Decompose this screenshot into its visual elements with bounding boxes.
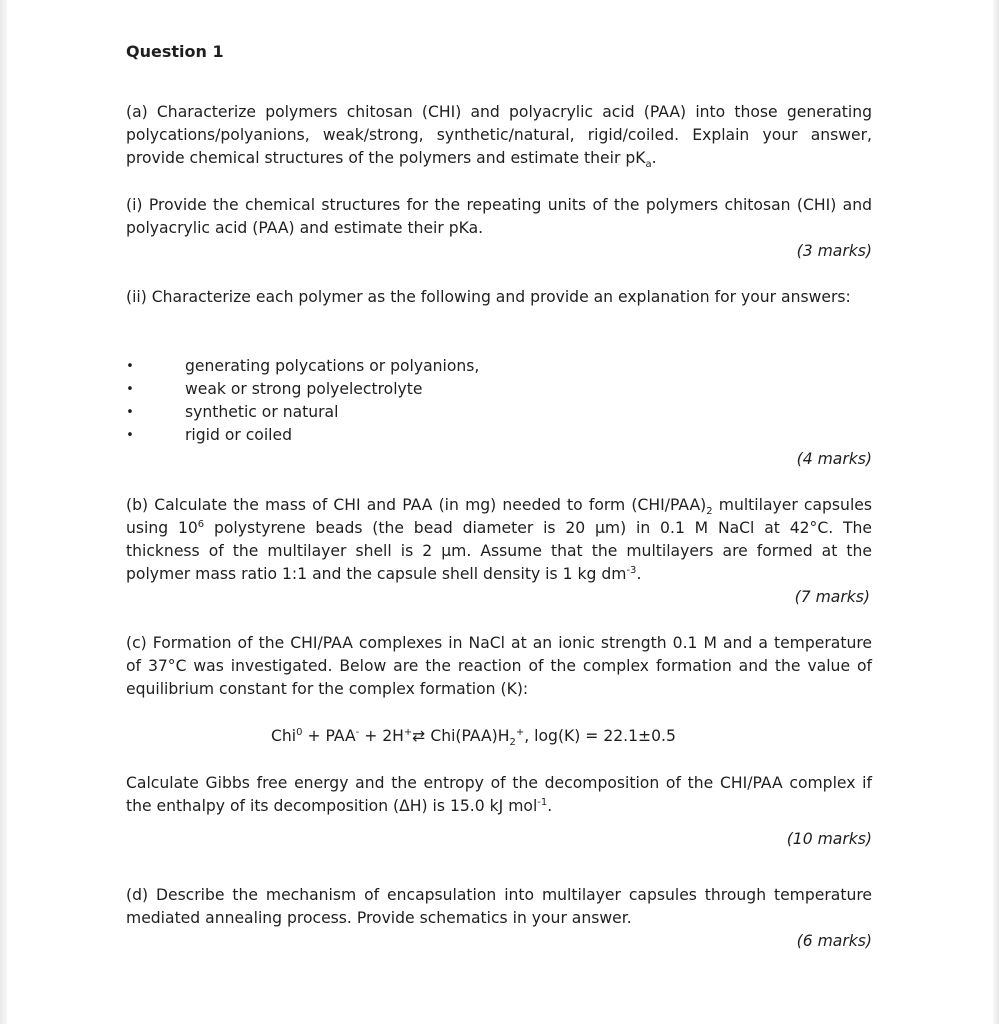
part-b-text-4: . [636, 565, 642, 583]
part-a-ii-marks: (4 marks) [796, 450, 872, 468]
part-a-intro [126, 101, 872, 170]
bullet-icon: • [126, 405, 134, 420]
part-a-intro-subscript: a [645, 159, 652, 171]
part-b-text-3: polystyrene beads (the bead diameter is 20 μm) in 0.1 M NaCl at 42°C. The thickness of the multilayer shell is 2 μm. Assume that the multilayers are formed at the polymer mass ratio 1:1 and the capsule shell density is 1 kg dm [126, 519, 873, 583]
part-b-superscript: 6 [197, 518, 205, 530]
equation-chi: Chi [271, 727, 297, 745]
part-c-question-text: Calculate Gibbs free energy and the entropy of the decomposition of the CHI/PAA complex if the enthalpy of its decomposition (ΔH) is 15.0 kJ mol [126, 774, 872, 815]
part-a-bullet-list [126, 355, 872, 447]
part-b-text-2: multilayer capsules using 10 [126, 496, 872, 537]
bullet-icon: • [126, 359, 134, 374]
equation-product-subscript: 2 [509, 737, 516, 749]
part-c-intro: (c) Formation of the CHI/PAA complexes in NaCl at an ionic strength 0.1 M and a temperature of 37°C was investigated. Below are the reaction of the complex formation and the value of equilibrium constant for the complex formation (K): [126, 634, 872, 698]
list-item [126, 401, 872, 424]
part-b-subscript: 2 [706, 506, 713, 518]
bullet-text: synthetic or natural [185, 403, 339, 421]
list-item [126, 355, 872, 378]
part-b-text [126, 494, 872, 586]
equation-product-charge: + [515, 726, 525, 738]
bullet-text: weak or strong polyelectrolyte [185, 380, 423, 398]
equation-paa: + PAA [302, 727, 356, 745]
part-c-question-period: . [547, 797, 553, 815]
equation-proton: + 2H [359, 727, 404, 745]
part-b-marks: (7 marks) [794, 588, 870, 606]
bullet-icon: • [126, 428, 134, 443]
part-c-question [126, 772, 872, 818]
part-a-intro-period: . [651, 149, 657, 167]
reaction-equation [271, 725, 676, 748]
bullet-text: rigid or coiled [185, 426, 293, 444]
equation-chi-charge: 0 [296, 726, 303, 738]
equation-product: Chi(PAA)H [425, 727, 510, 745]
part-d-marks: (6 marks) [796, 932, 872, 950]
equation-logk: , log(K) = 22.1±0.5 [524, 727, 676, 745]
equilibrium-arrow-icon: ⇄ [412, 727, 426, 745]
list-item [126, 378, 872, 401]
part-b-density-unit-exponent: -3 [626, 564, 637, 576]
question-title: Question 1 [126, 42, 224, 61]
part-a-intro-text: (a) Characterize polymers chitosan (CHI) and polyacrylic acid (PAA) into those generating polycations/polyanions, weak/strong, synthetic/natural, rigid/coiled. Explain your answer, provide chemical structures of the polymers and estimate their pK [126, 103, 872, 167]
part-b-text-1: (b) Calculate the mass of CHI and PAA (in mg) needed to form (CHI/PAA) [126, 496, 707, 514]
part-a-ii-text: (ii) Characterize each polymer as the following and provide an explanation for your answers: [126, 288, 851, 306]
bullet-icon: • [126, 382, 134, 397]
page-frame-right [993, 0, 999, 1024]
part-d-text: (d) Describe the mechanism of encapsulation into multilayer capsules through temperature mediated annealing process. Provide schematics in your answer. [126, 886, 872, 927]
question-page [126, 0, 872, 1024]
part-a-i-text: (i) Provide the chemical structures for the repeating units of the polymers chitosan (CHI) and polyacrylic acid (PAA) and estimate their pKa. [126, 196, 872, 237]
bullet-text: generating polycations or polyanions, [185, 357, 480, 375]
page-frame-left [0, 0, 7, 1024]
list-item [126, 424, 872, 447]
part-c-marks: (10 marks) [786, 830, 872, 848]
equation-proton-charge: + [403, 726, 413, 738]
part-c-unit-exponent: -1 [537, 796, 548, 808]
part-a-i-marks: (3 marks) [796, 242, 872, 260]
equation-paa-charge: - [355, 726, 360, 738]
